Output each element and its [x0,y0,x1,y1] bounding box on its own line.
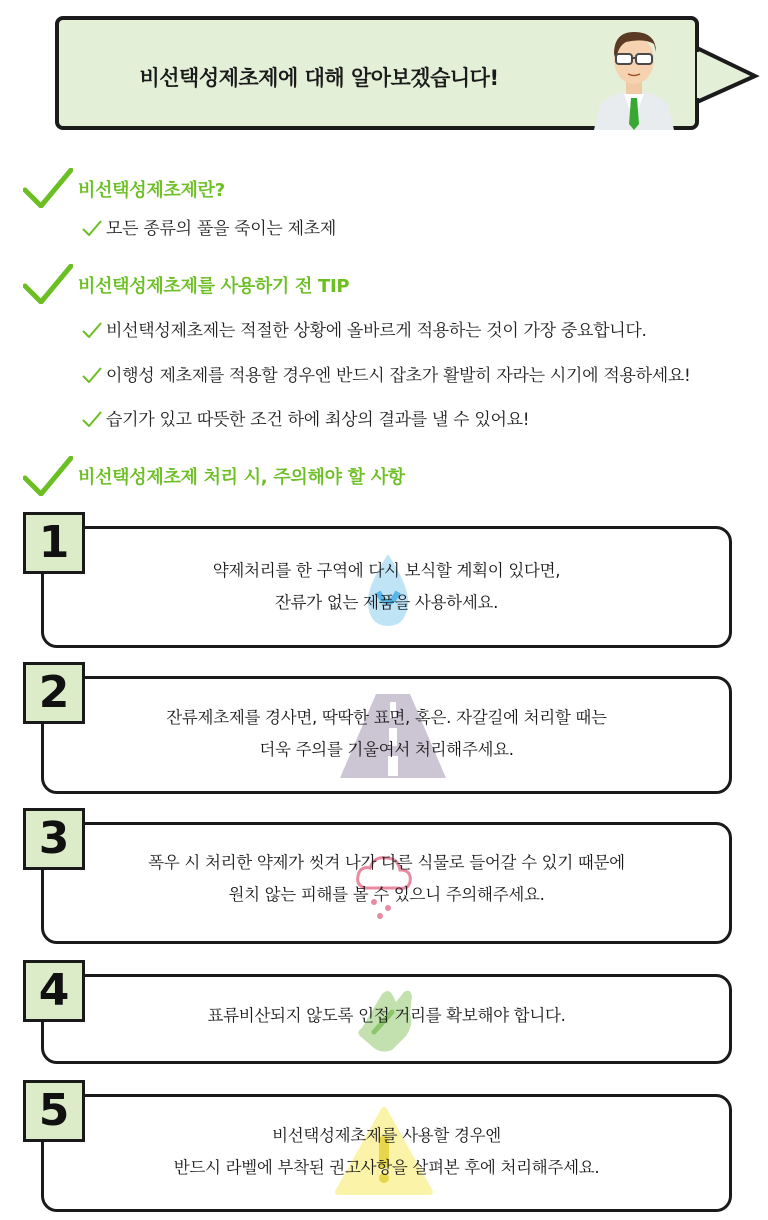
banner-title: 비선택성제초제에 대해 알아보겠습니다! [139,66,499,90]
caution-number-2: 2 [23,662,85,724]
caution-number-4: 4 [23,960,85,1022]
caution-text-5: 비선택성제초제를 사용할 경우엔 반드시 라벨에 부착된 권고사항을 살펴본 후에 처리해주세요. [173,1126,600,1177]
large-check-icon [23,264,73,304]
caution-number-5: 5 [23,1080,85,1142]
small-check-icon [82,411,102,427]
large-check-icon [23,168,73,208]
small-check-icon [82,220,102,236]
speech-bubble-tail [697,44,761,108]
small-check-icon [82,367,102,383]
list-item: 습기가 있고 따뜻한 조건 하에 최상의 결과를 낼 수 있어요! [82,405,529,430]
caution-text-2: 잔류제초제를 경사면, 딱딱한 표면, 혹은. 자갈길에 처리할 때는 더욱 주의를 기울여서 처리해주세요. [166,708,607,759]
list-item: 비선택성제초제는 적절한 상황에 올바르게 적용하는 것이 가장 중요합니다. [82,316,647,341]
caution-text-1: 약제처리를 한 구역에 다시 보식할 계획이 있다면, 잔류가 없는 제품을 사용하세요. [212,561,561,612]
large-check-icon [23,456,73,496]
section-heading-cautions: 비선택성제초제 처리 시, 주의해야 할 사항 [78,467,405,488]
caution-text-3: 폭우 시 처리한 약제가 씻겨 나가 다른 식물로 들어갈 수 있기 때문에 원치 않는 피해를 볼 수 있으니 주의해주세요. [148,853,625,904]
list-item: 이행성 제초제를 적용할 경우엔 반드시 잡초가 활발히 자라는 시기에 적용하세요! [82,361,690,386]
caution-text-4: 표류비산되지 않도록 인접 거리를 확보해야 합니다. [207,1006,566,1025]
caution-number-1: 1 [23,512,85,574]
section-heading-tips: 비선택성제초제를 사용하기 전 TIP [78,276,350,297]
list-item: 모든 종류의 풀을 죽이는 제초제 [82,214,336,239]
scientist-icon [586,20,682,130]
caution-number-3: 3 [23,808,85,870]
section-heading-definition: 비선택성제초제란? [78,180,225,201]
small-check-icon [82,322,102,338]
